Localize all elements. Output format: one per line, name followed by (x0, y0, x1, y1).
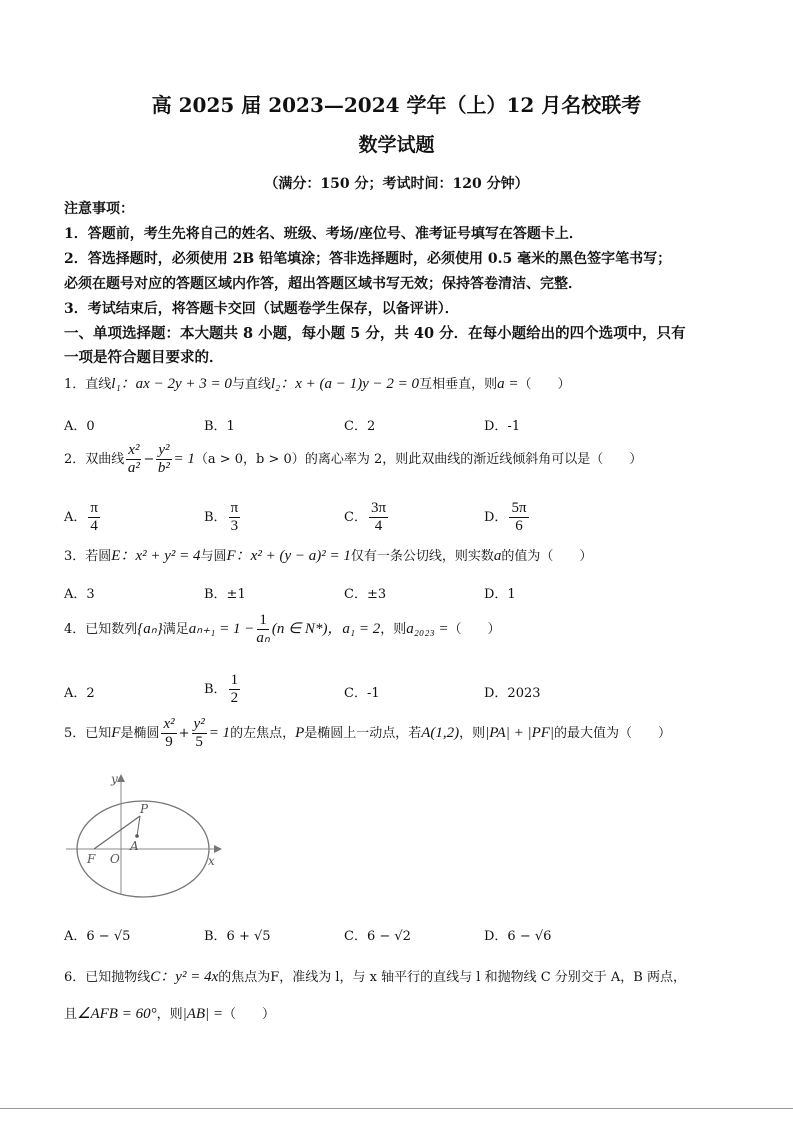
ellipse-figure (62, 770, 222, 910)
option-b: B．6 + √5 (204, 929, 271, 944)
option-a: A．3 (64, 587, 95, 602)
option-d: D．1 (484, 587, 516, 602)
question-4: 4．已知数列{aₙ}满足aₙ₊₁ = 1 − $\frac{1}{\text{aₙ}}$ (n ∈ N*)，a₁ = 2，则a₂₀₂₃ =（ ） (64, 612, 501, 646)
question-3: 3．若圆E：x² + y² = 4与圆F：x² + (y − a)² = 1仅有一条公切线，则实数a的值为（ ） (64, 548, 593, 564)
question-6: 6．已知抛物线C：y² = 4x的焦点为F，准线为 l，与 x 轴平行的直线与 l 和抛物线 C 分别交于 A，B 两点， (64, 969, 686, 985)
question-1: 1．直线l₁：ax − 2y + 3 = 0与直线l₂：x + (a − 1)y − 2 = 0互相垂直，则a =（ ） (64, 376, 571, 392)
option-d: D． $\frac{5\pi}{6}$ (484, 500, 527, 534)
f-label: F (87, 852, 96, 866)
exam-title: 高 2025 届 2023—2024 学年（上）12 月名校联考 (151, 93, 642, 117)
note-item: 2．答选择题时，必须使用 2B 铅笔填涂；答非选择题时，必须使用 0.5 毫米的黑色签字笔书写； (64, 251, 672, 267)
note-item: 1．答题前，考生先将自己的姓名、班级、考场/座位号、准考证号填写在答题卡上． (64, 226, 583, 242)
option-b: B． $\frac{1}{2}$ (204, 672, 239, 706)
section-heading: 一、单项选择题：本大题共 8 小题，每小题 5 分，共 40 分．在每小题给出的四个选项中，只有 (64, 325, 686, 342)
y-label: y (111, 772, 118, 786)
option-c: C． $\frac{3\pi}{4}$ (344, 500, 387, 534)
option-c: C．±3 (344, 587, 387, 602)
option-a: A．0 (64, 419, 95, 434)
note-item: 3．考试结束后，将答题卡交回（试题卷学生保存，以备评讲）． (64, 301, 459, 317)
y-axis-arrow-icon (117, 774, 125, 782)
question-6-cont: 且∠AFB = 60°，则|AB| =（ ） (64, 1006, 276, 1022)
question-5: 5．已知F是椭圆 $\frac{\text{x²}}{9}$ + $\frac{\text{y²}}{5}$ = 1的左焦点，P是椭圆上一动点，若A(1,2)，则|PA| + |PF|的最大值为（ ） (64, 716, 672, 750)
point-a (135, 834, 139, 838)
option-b: B．1 (204, 419, 235, 434)
option-d: D．-1 (484, 419, 521, 434)
option-c: C．-1 (344, 686, 380, 701)
option-b: B． $\frac{\pi}{3}$ (204, 500, 239, 534)
o-label: O (110, 852, 120, 866)
notes-heading: 注意事项： (64, 201, 134, 217)
subject-title: 数学试题 (358, 134, 435, 156)
option-c: C．2 (344, 419, 376, 434)
option-d: D．2023 (484, 686, 541, 701)
segment-pa (137, 816, 140, 836)
option-a: A． $\frac{\pi}{4}$ (64, 500, 98, 534)
option-c: C．6 − √2 (344, 929, 411, 944)
note-item: 必须在题号对应的答题区域内作答，超出答题区域书写无效；保持答卷清洁、完整． (64, 276, 582, 292)
x-axis-arrow-icon (214, 845, 222, 853)
exam-info: （满分：150 分；考试时间：120 分钟） (264, 176, 529, 192)
section-heading-cont: 一项是符合题目要求的． (64, 349, 224, 366)
option-d: D．6 − √6 (484, 929, 552, 944)
option-a: A．2 (64, 686, 95, 701)
question-2: 2．双曲线 $\frac{\text{x²}}{\text{a²}}$ − $\frac{\text{y²}}{\text{b²}}$ = 1（a > 0，b > 0）的离心率为 2，则此双曲线的渐近线倾斜角可以是（ ） (64, 442, 643, 476)
p-label: P (140, 802, 149, 816)
option-a: A．6 − √5 (64, 929, 131, 944)
option-b: B．±1 (204, 587, 246, 602)
a-label: A (130, 839, 139, 853)
page-footer-rule (0, 1108, 793, 1109)
x-label: x (208, 854, 215, 868)
